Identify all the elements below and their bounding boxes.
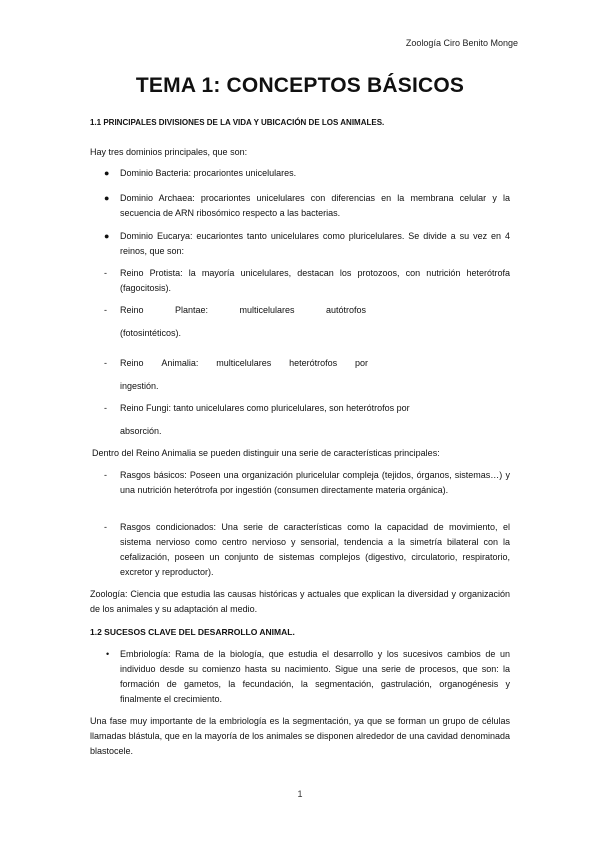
page-title: TEMA 1: CONCEPTOS BÁSICOS (135, 74, 465, 97)
kingdom-plantae (120, 303, 366, 318)
kingdom-plantae-cont: (fotosintéticos). (120, 328, 182, 338)
bullet-bacteria: Dominio Bacteria: procariontes unicelulares. (120, 168, 297, 178)
word: heterótrofos (289, 358, 338, 368)
page-number: 1 (297, 789, 303, 799)
dash-icon: - (104, 470, 107, 480)
dash-icon: - (104, 268, 107, 278)
dash-icon: - (104, 358, 107, 368)
domains-intro: Hay tres dominios principales, que son: (90, 147, 248, 157)
word: Plantae: (174, 305, 208, 315)
bullet-icon: • (106, 649, 110, 659)
word: Reino (120, 358, 144, 368)
word: Reino (120, 305, 144, 315)
bullet-icon: ● (104, 168, 110, 178)
kingdom-animalia (120, 356, 368, 371)
word: autótrofos (325, 305, 366, 315)
running-header: Zoología Ciro Benito Monge (405, 38, 518, 48)
feature-basic: Rasgos básicos: Poseen una organización pluricelular compleja (tejidos, órganos, sistemas…) y una nutrición heterótrofa por ingestión (consumen directamente materia orgánica). (120, 470, 510, 495)
feature-conditioned: Rasgos condicionados: Una serie de características como la capacidad de movimiento, el sistema nervioso como centro nervioso y sensorial, tendencia a la simetría bilateral con la cefalización, poseen un conjunto de sistemas complejos (digestivo, circulatorio, respiratorio, excretor y reproductor). (120, 522, 510, 577)
bullet-icon: ● (104, 193, 110, 203)
bullet-archaea: Dominio Archaea: procariontes unicelulares con diferencias en la membrana celular y la secuencia de ARN ribosómico respecto a las bacterias. (120, 193, 510, 218)
animalia-intro: Dentro del Reino Animalia se pueden distinguir una serie de características principales: (92, 448, 440, 458)
word: por (354, 358, 368, 368)
word: multicelulares (216, 358, 272, 368)
dash-icon: - (104, 305, 107, 315)
kingdom-animalia-cont: ingestión. (120, 381, 159, 391)
word: Animalia: (161, 358, 199, 368)
section-heading-1-1: 1.1 PRINCIPALES DIVISIONES DE LA VIDA Y UBICACIÓN DE LOS ANIMALES. (90, 118, 385, 127)
section-heading-1-2: 1.2 SUCESOS CLAVE DEL DESARROLLO ANIMAL. (90, 627, 295, 637)
bullet-eucarya: Dominio Eucarya: eucariontes tanto unicelulares como pluricelulares. Se divide a su vez en 4 reinos, que son: (120, 231, 510, 256)
word: multicelulares (239, 305, 295, 315)
kingdom-protista: Reino Protista: la mayoría unicelulares, destacan los protozoos, con nutrición heterótrofa (fagocitosis). (120, 268, 510, 293)
segmentacion-paragraph: Una fase muy importante de la embriología es la segmentación, ya que se forman un grupo de células llamadas blástula, que en la mayoría de los animales se disponen alrededor de una cavidad denominada blastocele. (90, 716, 510, 756)
kingdom-fungi: Reino Fungi: tanto unicelulares como pluricelulares, son heterótrofos por (120, 403, 410, 413)
bullet-icon: ● (104, 231, 110, 241)
embriologia-definition: Embriología: Rama de la biología, que estudia el desarrollo y los sucesivos cambios de un individuo desde su comienzo hasta su nacimiento. Sigue una serie de procesos, que son: la formación de gametos, la fecundación, la segmentación, gastrulación, organogénesis y finalmente el crecimiento. (120, 649, 510, 704)
zoologia-definition: Zoología: Ciencia que estudia las causas históricas y actuales que explican la diversidad y organización de los animales y su adaptación al medio. (90, 589, 510, 614)
dash-icon: - (104, 522, 107, 532)
kingdom-fungi-cont: absorción. (120, 426, 162, 436)
dash-icon: - (104, 403, 107, 413)
